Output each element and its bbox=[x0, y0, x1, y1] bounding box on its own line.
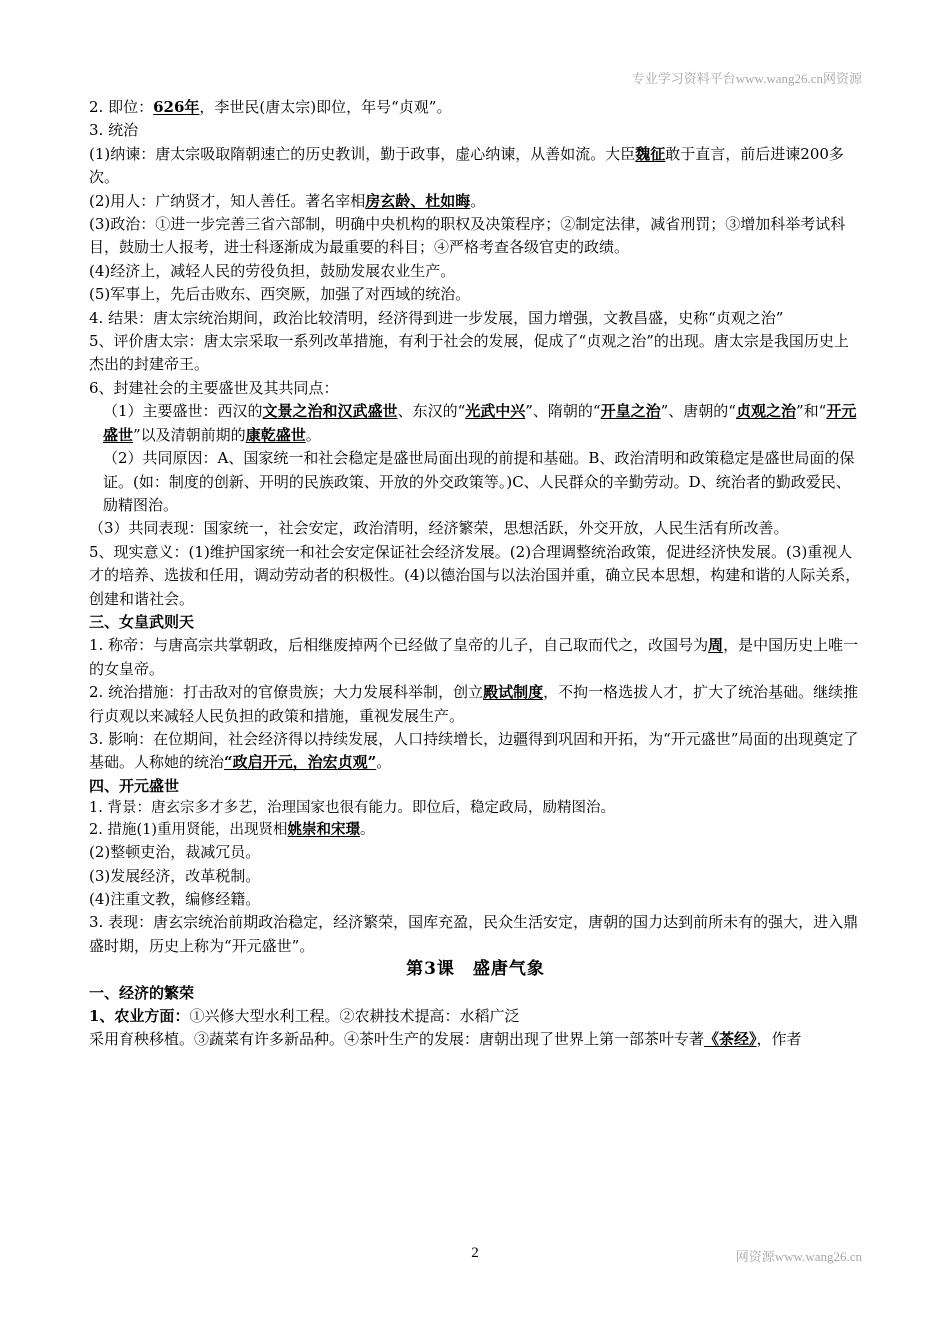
paragraph bbox=[89, 143, 862, 190]
paragraph: 5、现实意义：(1)维护国家统一和社会安定保证社会经济发展。(2)合理调整统治政策，促进经济快发展。(3)重视人才的培养、选拔和任用，调动劳动者的积极性。(4)以德治国与以法治国并重，确立民本思想，构建和谐的人际关系，创建和谐社会。 bbox=[89, 542, 861, 608]
text: ”以及清朝前期的 bbox=[133, 425, 246, 444]
text: 。 bbox=[376, 753, 392, 772]
paragraph bbox=[89, 819, 862, 841]
lesson-title: 第3课 盛唐气象 bbox=[406, 959, 545, 980]
section-heading: 四、开元盛世 bbox=[89, 776, 180, 795]
text: 敢于直言，前后进谏200多次。 bbox=[89, 144, 844, 187]
paragraph: (4)注重文教，编修经籍。 bbox=[89, 890, 261, 908]
key-term: 《茶经》 bbox=[704, 1030, 757, 1049]
paragraph: 6、封建社会的主要盛世及其共同点： bbox=[89, 378, 339, 397]
document-body bbox=[89, 96, 862, 1052]
key-term: 殿试制度 bbox=[483, 683, 544, 702]
text: ，不拘一格选拔人才，扩大了统治基础。继续推行贞观以来减轻人民负担的政策和措施，重视发展生产。 bbox=[89, 683, 859, 725]
text: (2)用人：广纳贤才，知人善任。著名宰相 bbox=[89, 191, 366, 210]
section-heading: 三、女皇武则天 bbox=[89, 612, 195, 631]
key-term: 魏征 bbox=[635, 144, 666, 163]
paragraph: 3. 表现：唐玄宗统治前期政治稳定，经济繁荣，国库充盈，民众生活安定，唐朝的国力达到前所未有的强大，进入鼎盛时期，历史上称为“开元盛世”。 bbox=[89, 913, 859, 955]
subheading: 1、农业方面： bbox=[89, 1007, 190, 1026]
paragraph bbox=[89, 96, 862, 119]
text: 。 bbox=[359, 822, 375, 839]
key-term: 光武中兴 bbox=[465, 402, 526, 421]
page-footer: 网资源www.wang26.cn bbox=[735, 1249, 862, 1264]
text: 采用育秧移植。③蔬菜有许多新品种。④茶叶生产的发展：唐朝出现了世界上第一部茶叶专著 bbox=[89, 1030, 705, 1049]
key-term: 文景之治和汉武盛世 bbox=[262, 402, 398, 421]
text: 1. 称帝：与唐高宗共掌朝政，后相继废掉两个已经做了皇帝的儿子，自己取而代之，改国号为 bbox=[89, 636, 709, 655]
paragraph bbox=[89, 728, 862, 775]
text: ，李世民(唐太宗)即位，年号“贞观”。 bbox=[199, 98, 452, 116]
text: ”和“ bbox=[795, 402, 827, 421]
paragraph: (2)整顿吏治，裁减冗员。 bbox=[89, 843, 261, 862]
paragraph bbox=[89, 634, 862, 681]
paragraph: (4)经济上，减轻人民的劳役负担，鼓励发展农业生产。 bbox=[89, 261, 456, 280]
text: 。 bbox=[305, 425, 321, 444]
text: ，是中国历史上唯一的女皇帝。 bbox=[89, 636, 859, 678]
key-term: 房玄龄、杜如晦 bbox=[365, 191, 471, 210]
paragraph: (3)政治：①进一步完善三省六部制，明确中央机构的职权及决策程序；②制定法律，减省刑罚；③增加科举考试科目，鼓励士人报考，进士科逐渐成为最重要的科目；④严格考查各级官吏的政绩。 bbox=[89, 215, 846, 257]
paragraph bbox=[89, 1028, 862, 1051]
key-term: “政启开元，治宏贞观” bbox=[224, 753, 377, 772]
paragraph: （3）共同表现：国家统一，社会安定，政治清明，经济繁荣，思想活跃，外交开放，人民生活有所改善。 bbox=[89, 519, 789, 538]
page-number: 2 bbox=[471, 1245, 479, 1261]
paragraph: (5)军事上，先后击败东、西突厥，加强了对西域的统治。 bbox=[89, 285, 471, 304]
paragraph bbox=[89, 190, 862, 213]
paragraph: (3)发展经济，改革税制。 bbox=[89, 866, 261, 885]
text: 3. 影响：在位期间，社会经济得以持续发展，人口持续增长，边疆得到巩固和开拓，为“开元盛世”局面的出现奠定了基础。人称她的统治 bbox=[89, 729, 859, 772]
paragraph: （2）共同原因：A、国家统一和社会稳定是盛世局面出现的前提和基础。B、政治清明和政策稳定是盛世局面的保证。(如：制度的创新、开明的民族政策、开放的外交政策等。)C、人民群众的辛勤劳动。D、统治者的勤政爱民、励精图治。 bbox=[103, 449, 855, 514]
text: 2. 即位： bbox=[89, 98, 154, 116]
paragraph bbox=[89, 681, 862, 728]
text: 、东汉的“ bbox=[397, 402, 466, 421]
text: ”、隋朝的“ bbox=[525, 402, 601, 421]
key-term: 开元盛世 bbox=[103, 402, 857, 444]
text: (1)纳谏：唐太宗吸取隋朝速亡的历史教训，勤于政事，虚心纳谏，从善如流。大臣 bbox=[89, 144, 636, 163]
paragraph: 5、评价唐太宗：唐太宗采取一系列改革措施，有利于社会的发展，促成了“贞观之治”的出现。唐太宗是我国历史上杰出的封建帝王。 bbox=[89, 332, 849, 374]
paragraph bbox=[89, 400, 862, 447]
paragraph: 3. 统治 bbox=[89, 121, 139, 140]
text: ，作者 bbox=[756, 1030, 802, 1049]
text: ①兴修大型水利工程。②农耕技术提高：水稻广泛 bbox=[189, 1007, 520, 1026]
paragraph bbox=[89, 1005, 862, 1028]
key-term: 周 bbox=[708, 636, 724, 655]
key-term: 康乾盛世 bbox=[245, 425, 306, 444]
key-term: 开皇之治 bbox=[600, 402, 661, 421]
key-term: 626年 bbox=[153, 98, 200, 116]
paragraph: 1. 背景：唐玄宗多才多艺，治理国家也很有能力。即位后，稳定政局，励精图治。 bbox=[89, 800, 615, 817]
section-heading: 一、经济的繁荣 bbox=[89, 983, 195, 1002]
text: 。 bbox=[470, 191, 486, 210]
text: 2. 统治措施：打击敌对的官僚贵族；大力发展科举制，创立 bbox=[89, 683, 484, 702]
text: 2. 措施(1)重用贤能，出现贤相 bbox=[89, 822, 288, 839]
key-term: 贞观之治 bbox=[735, 402, 796, 421]
page-header: 专业学习资料平台www.wang26.cn网资源 bbox=[631, 71, 862, 86]
paragraph: 4. 结果：唐太宗统治期间，政治比较清明，经济得到进一步发展，国力增强，文教昌盛，史称“贞观之治” bbox=[89, 308, 784, 327]
text: （1）主要盛世：西汉的 bbox=[103, 402, 263, 421]
key-term: 姚崇和宋璟 bbox=[287, 821, 360, 839]
text: ”、唐朝的“ bbox=[660, 402, 736, 421]
